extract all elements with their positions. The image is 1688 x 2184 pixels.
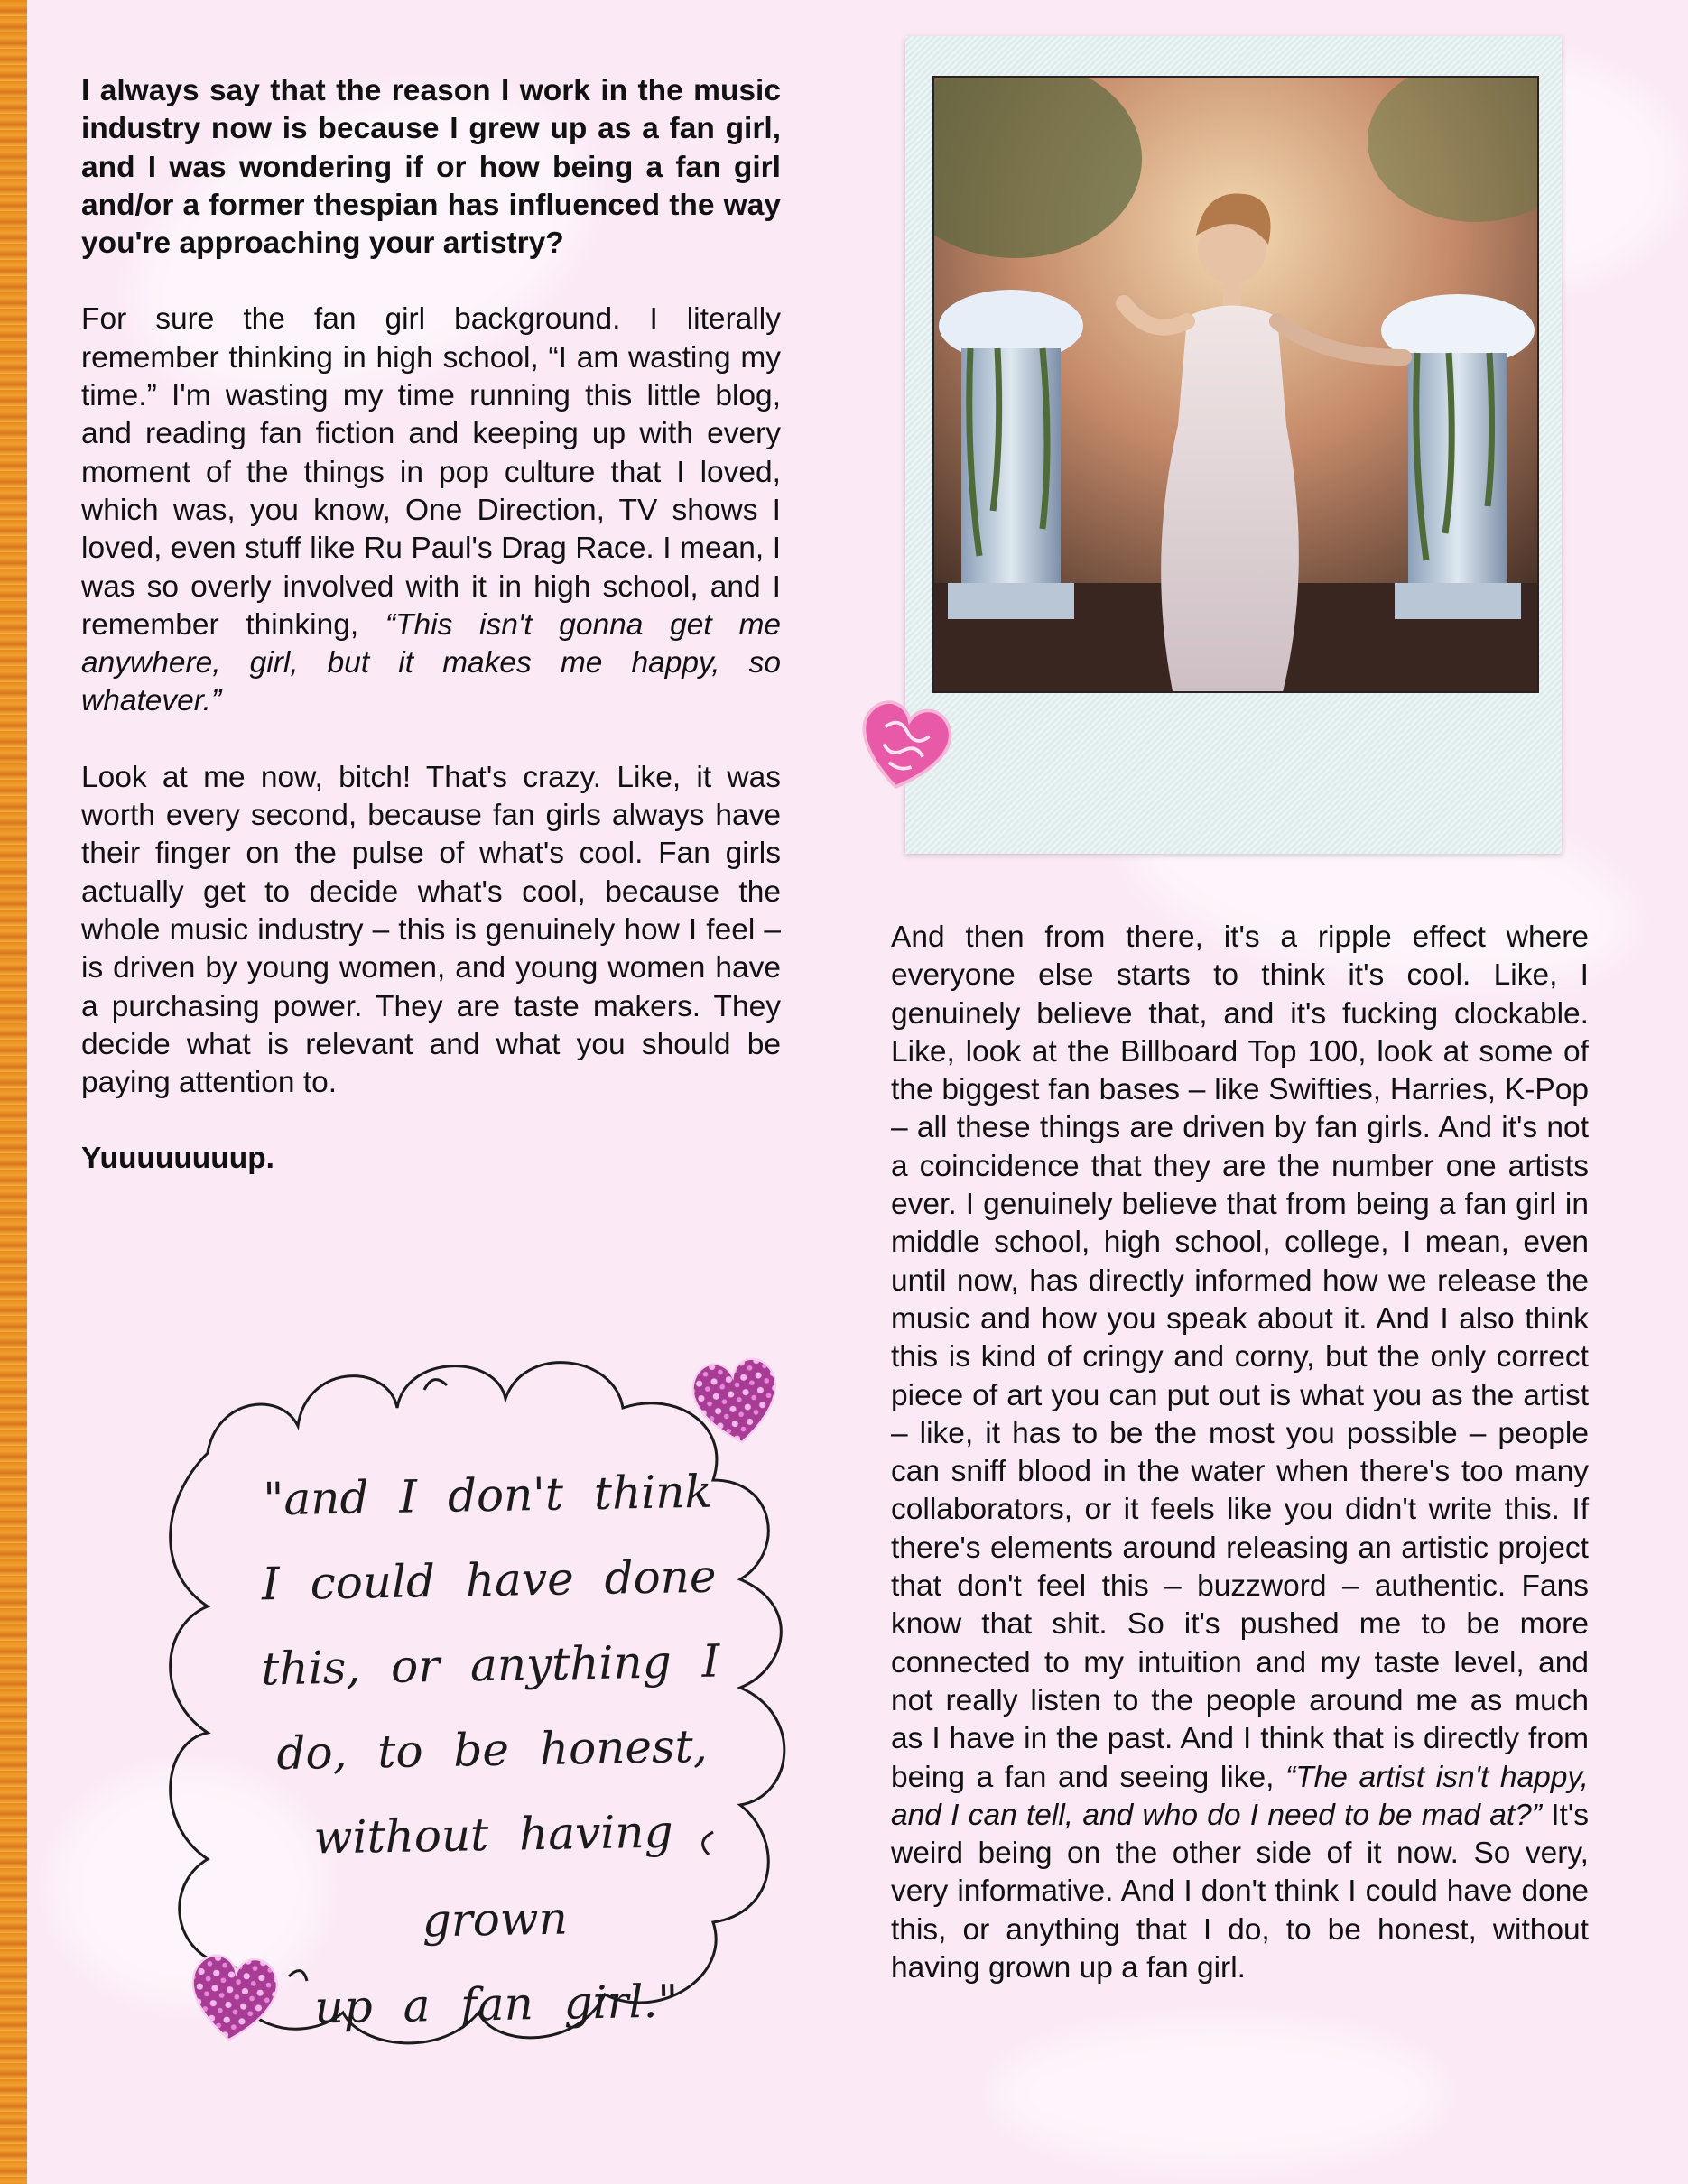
left-column [81,72,781,1217]
handwritten-line: this, or anything I [260,1634,720,1696]
handwritten-line: "and I don't think [262,1465,713,1526]
answer-paragraph-2: Look at me now, bitch! That's crazy. Like, it was worth every second, because fan girls always have their finger on the pulse of what's cool. Fan girls actually get to decide what's cool, because the whole music industry – this is genuinely how I feel – is driven by young women, and young women have a purchasing power. They are taste makers. They decide what is relevant and what you should be paying attention to. [81,760,781,1100]
interviewer-reply: Yuuuuuuuup. [81,1142,274,1176]
handwritten-line: I could have done [261,1550,717,1611]
italic-quote: “This isn't gonna get me anywhere, girl, but it makes me happy, so whatever.” [81,607,781,718]
answer-paragraph-3 [891,919,1589,1987]
handwritten-quote-text [234,1448,749,2051]
answer-paragraph-1 [81,301,781,720]
italic-quote: “The artist isn't happy, and I can tell, and who do I need to be mad at?” [891,1760,1589,1832]
pink-heart-sticker-icon [838,673,972,811]
answer-text: For sure the fan girl background. I literally remember thinking in high school, “I am wasting my time.” I'm wasting my time running this little blog, and reading fan fiction and keeping up with every moment of the things in pop culture that I loved, which was, you know, One Direction, TV shows I loved, even stuff like Ru Paul's Drag Race. I mean, I was so overly involved with it in high school, and I remember thinking, [81,302,781,642]
handwritten-line: without having grown [313,1805,674,1948]
handwritten-line: up a fan girl." [313,1975,679,2034]
artist-photo [932,76,1539,693]
right-column [891,919,1589,1987]
glitter-heart-sticker-icon [173,1935,294,2054]
answer-text: And then from there, it's a ripple effect where everyone else starts to think it's cool. Like, I genuinely believe that, and it's fucking clockable. Like, look at the Billboard Top 100, look at some of the biggest fan bases – like Swifties, Harries, K-Pop – all these things are driven by fan girls. And it's not a coincidence that they are the number one artists ever. I genuinely believe that from being a fan girl in middle school, high school, college, I mean, even until now, has directly informed how we release the music and how you speak about it. And I also think this is kind of cringy and corny, but the only correct piece of art you can put out is what you as the artist – like, it has to be the most you possible – people can sniff blood in the water when there's too many collaborators, or it feels like you didn't write this. If there's elements around releasing an artistic project that don't feel this – buzzword – authentic. Fans know that shit. So it's pushed me to be more connected to my intuition and my taste level, and not really listen to the people around me as much as I have in the past. And I think that is directly from being a fan and seeing like, [891,921,1589,1794]
glitter-heart-sticker-icon [674,1337,796,1458]
background-swirl [993,2022,1444,2166]
handwritten-line: do, to be honest, [275,1719,709,1781]
answer-text: It's weird being on the other side of it now. So very, very informative. And I don't think I could have done this, or anything that I do, to be honest, without having grown up a fan girl. [891,1798,1589,1985]
interview-question: I always say that the reason I work in the music industry now is because I grew up as a fan girl, and I was wondering if or how being a fan girl and/or a former thespian has influenced the way you're approaching your artistry? [81,74,781,261]
polaroid-frame [905,36,1562,854]
orange-edge-strip [0,0,27,2184]
